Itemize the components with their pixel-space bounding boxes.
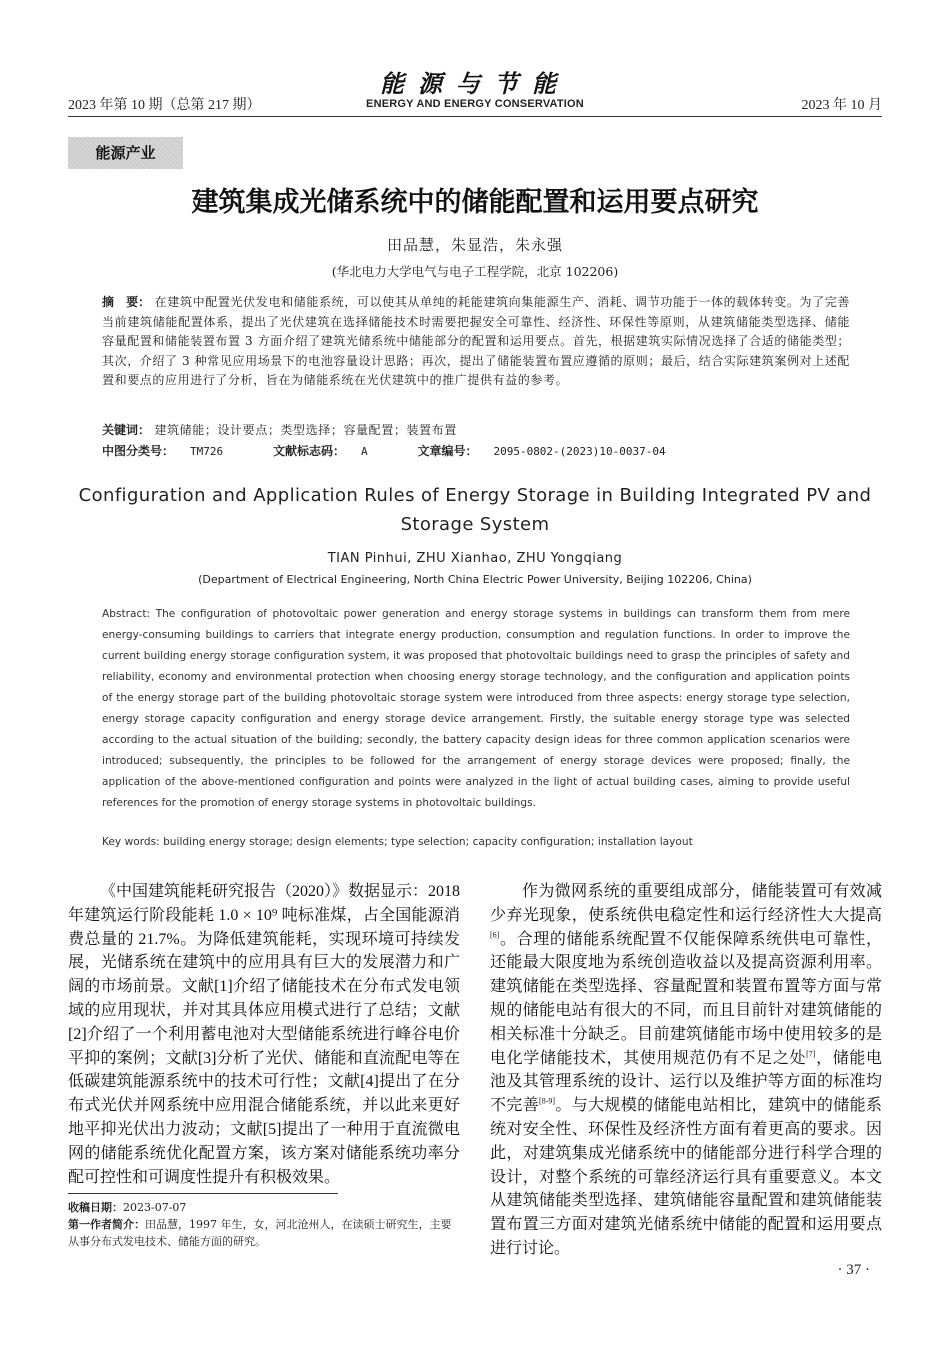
body-text-4: 。与大规模的储能电站相比，建筑中的储能系统对安全性、环保性及经济性方面有着更高的要求。因此，对建筑集成光储系统中的储能部分进行科学合理的设计，对整个系统的可靠经济运行具有重要意义。本文从建筑储能类型选择、建筑储能容量配置和建筑储能装置布置三方面对建筑光储系统中储能的配置和运用要点进行讨论。 — [490, 1097, 882, 1257]
doc-code-value: A — [360, 445, 368, 458]
keywords-cn — [102, 421, 850, 438]
body-paragraph-intro: 《中国建筑能耗研究报告（2020）》数据显示：2018 年建筑运行阶段能耗 1.0 × 10⁹ 吨标准煤，占全国能源消费总量的 21.7%。为降低建筑能耗，实现环境可持续发展，光储系统在建筑中的应用具有巨大的发展潜力和广阔的市场前景。文献[1]介绍了储能技术在分布式发电领域的应用现状，并对其具体应用模式进行了总结；文献[2]介绍了一个利用蓄电池对大型储能系统进行峰谷电价平抑的案例；文献[3]分析了光伏、储能和直流配电等在低碳建筑能源系统中的技术可行性；文献[4]提出了在分布式光伏并网系统中应用混合储能系统，并以此来更好地平抑光伏出力波动；文献[5]提出了一种用于直流微电网的储能系统优化配置方案，该方案对储能系统功率分配可控性和可调度性提升有积极效果。 — [68, 883, 461, 1186]
page-title-en: Configuration and Application Rules of Energy Storage in Building Integrated PV and Storage System — [78, 485, 872, 535]
clc-label: 中图分类号： — [102, 444, 175, 458]
citation-7: [7] — [806, 1049, 816, 1059]
abstract-cn — [102, 293, 850, 391]
authors-cn: 田品慧，朱显浩，朱永强 — [386, 236, 563, 254]
footnote-received — [68, 1199, 460, 1216]
abstract-cn-text: 在建筑中配置光伏发电和储能系统，可以使其从单纯的耗能建筑向集能源生产、消耗、调节功能于一体的载体转变。为了完善当前建筑储能配置体系，提出了光伏建筑在选择储能技术时需要把握安全可靠性、经济性、环保性等原则，从建筑储能类型选择、储能容量配置和储能装置布置 3 方面介绍了建筑光储系统中储能部分的配置和运用要点。首先，根据建筑实际情况选择了合适的储能类型；其次，介绍了 3 种常见应用场景下的电池容量设计思路；再次，提出了储能装置布置应遵循的原则；最后，结合实际建筑案例对上述配置和要点的应用进行了分析，旨在为储能系统在光伏建筑中的推广提供有益的参考。 — [102, 295, 850, 387]
authors-en: TIAN Pinhui, ZHU Xianhao, ZHU Yongqiang — [327, 551, 623, 566]
affiliation-cn: (华北电力大学电气与电子工程学院，北京 102206) — [331, 264, 619, 279]
body-text-2: 。合理的储能系统配置不仅能保障系统供电可靠性，还能最大限度地为系统创造收益以及提高资源利用率。建筑储能在类型选择、容量配置和装置布置等方面与常规的储能电站有很大的不同，而且目前针对建筑储能的相关标准十分缺乏。目前建筑储能市场中使用较多的是电化学储能技术，其使用规范仍有不足之处 — [490, 930, 882, 1067]
classification-row — [102, 442, 850, 459]
received-value: 2023-07-07 — [123, 1201, 187, 1214]
keywords-cn-text: 建筑储能；设计要点；类型选择；容量配置；装置布置 — [154, 423, 457, 437]
citation-6: [6] — [490, 930, 500, 940]
affiliation-en: (Department of Electrical Engineering, North China Electric Power University, Beijing 102206, China) — [198, 573, 752, 586]
abstract-en-label: Abstract: — [102, 608, 151, 620]
abstract-en — [102, 604, 850, 814]
journal-name-en: ENERGY AND ENERGY CONSERVATION — [366, 98, 584, 110]
author-bio-label: 第一作者简介： — [68, 1218, 145, 1231]
citation-8-9: [8-9] — [539, 1096, 556, 1106]
keywords-en-label: Key words: — [102, 836, 160, 848]
author-bio-value: 田品慧，1997 年生，女，河北沧州人，在读硕士研究生，主要从事分布式发电技术、储能方面的研究。 — [68, 1218, 452, 1248]
page-title-cn: 建筑集成光储系统中的储能配置和运用要点研究 — [191, 187, 759, 218]
footnote-rule — [68, 1193, 338, 1194]
body-text-3: ，储能电池及其管理系统的设计、运行以及维护等方面的标准均不完善 — [490, 1049, 882, 1115]
received-label: 收稿日期： — [68, 1201, 123, 1214]
article-number-label: 文章编号： — [417, 444, 478, 458]
footnote-author — [68, 1216, 460, 1250]
article-number-value: 2095-0802-(2023)10-0037-04 — [493, 445, 666, 458]
abstract-en-text: The configuration of photovoltaic power generation and energy storage systems in buildings can transform them from mere energy-consuming buildings to carriers that integrate energy production, consumption and regulation functions. In order to improve the current building energy storage configuration system, it was proposed that photovoltaic buildings need to grasp the principles of safety and reliability, economy and environmental protection when choosing energy storage technology, and the configuration and application points of the energy storage part of the building photovoltaic storage system were introduced from three aspects: energy storage type selection, energy storage capacity configuration and energy storage device arrangement. Firstly, the suitable energy storage type was selected according to the actual situation of the building; secondly, the battery capacity design ideas for three common application scenarios were introduced; subsequently, the principles to be followed for the arrangement of energy storage devices were proposed; finally, the application of the above-mentioned configuration and points were analyzed in the light of actual building cases, aiming to provide useful references for the promotion of energy storage systems in photovoltaic buildings. — [102, 608, 850, 809]
abstract-cn-label: 摘 要： — [102, 295, 151, 309]
issue-date: 2023 年 10 月 — [801, 98, 882, 113]
keywords-en-text: building energy storage; design elements; type selection; capacity configuration; installation layout — [163, 836, 693, 848]
header-rule — [68, 116, 882, 117]
keywords-en — [102, 836, 850, 848]
issue-info: 2023 年第 10 期（总第 217 期） — [68, 98, 261, 113]
body-text-1: 作为微网系统的重要组成部分，储能装置可有效减少弃光现象，使系统供电稳定性和运行经济性大大提高 — [490, 883, 882, 924]
body-left-column — [68, 880, 460, 1189]
journal-logo-cn: 能源与节能 — [380, 69, 570, 98]
body-paragraph-storage — [490, 880, 882, 1261]
keywords-cn-label: 关键词： — [102, 423, 151, 437]
section-label: 能源产业 — [68, 137, 183, 169]
clc-value: TM726 — [190, 445, 224, 458]
doc-code-label: 文献标志码： — [272, 444, 345, 458]
page-number: · 37 · — [837, 1262, 870, 1278]
body-right-column — [490, 880, 882, 1261]
